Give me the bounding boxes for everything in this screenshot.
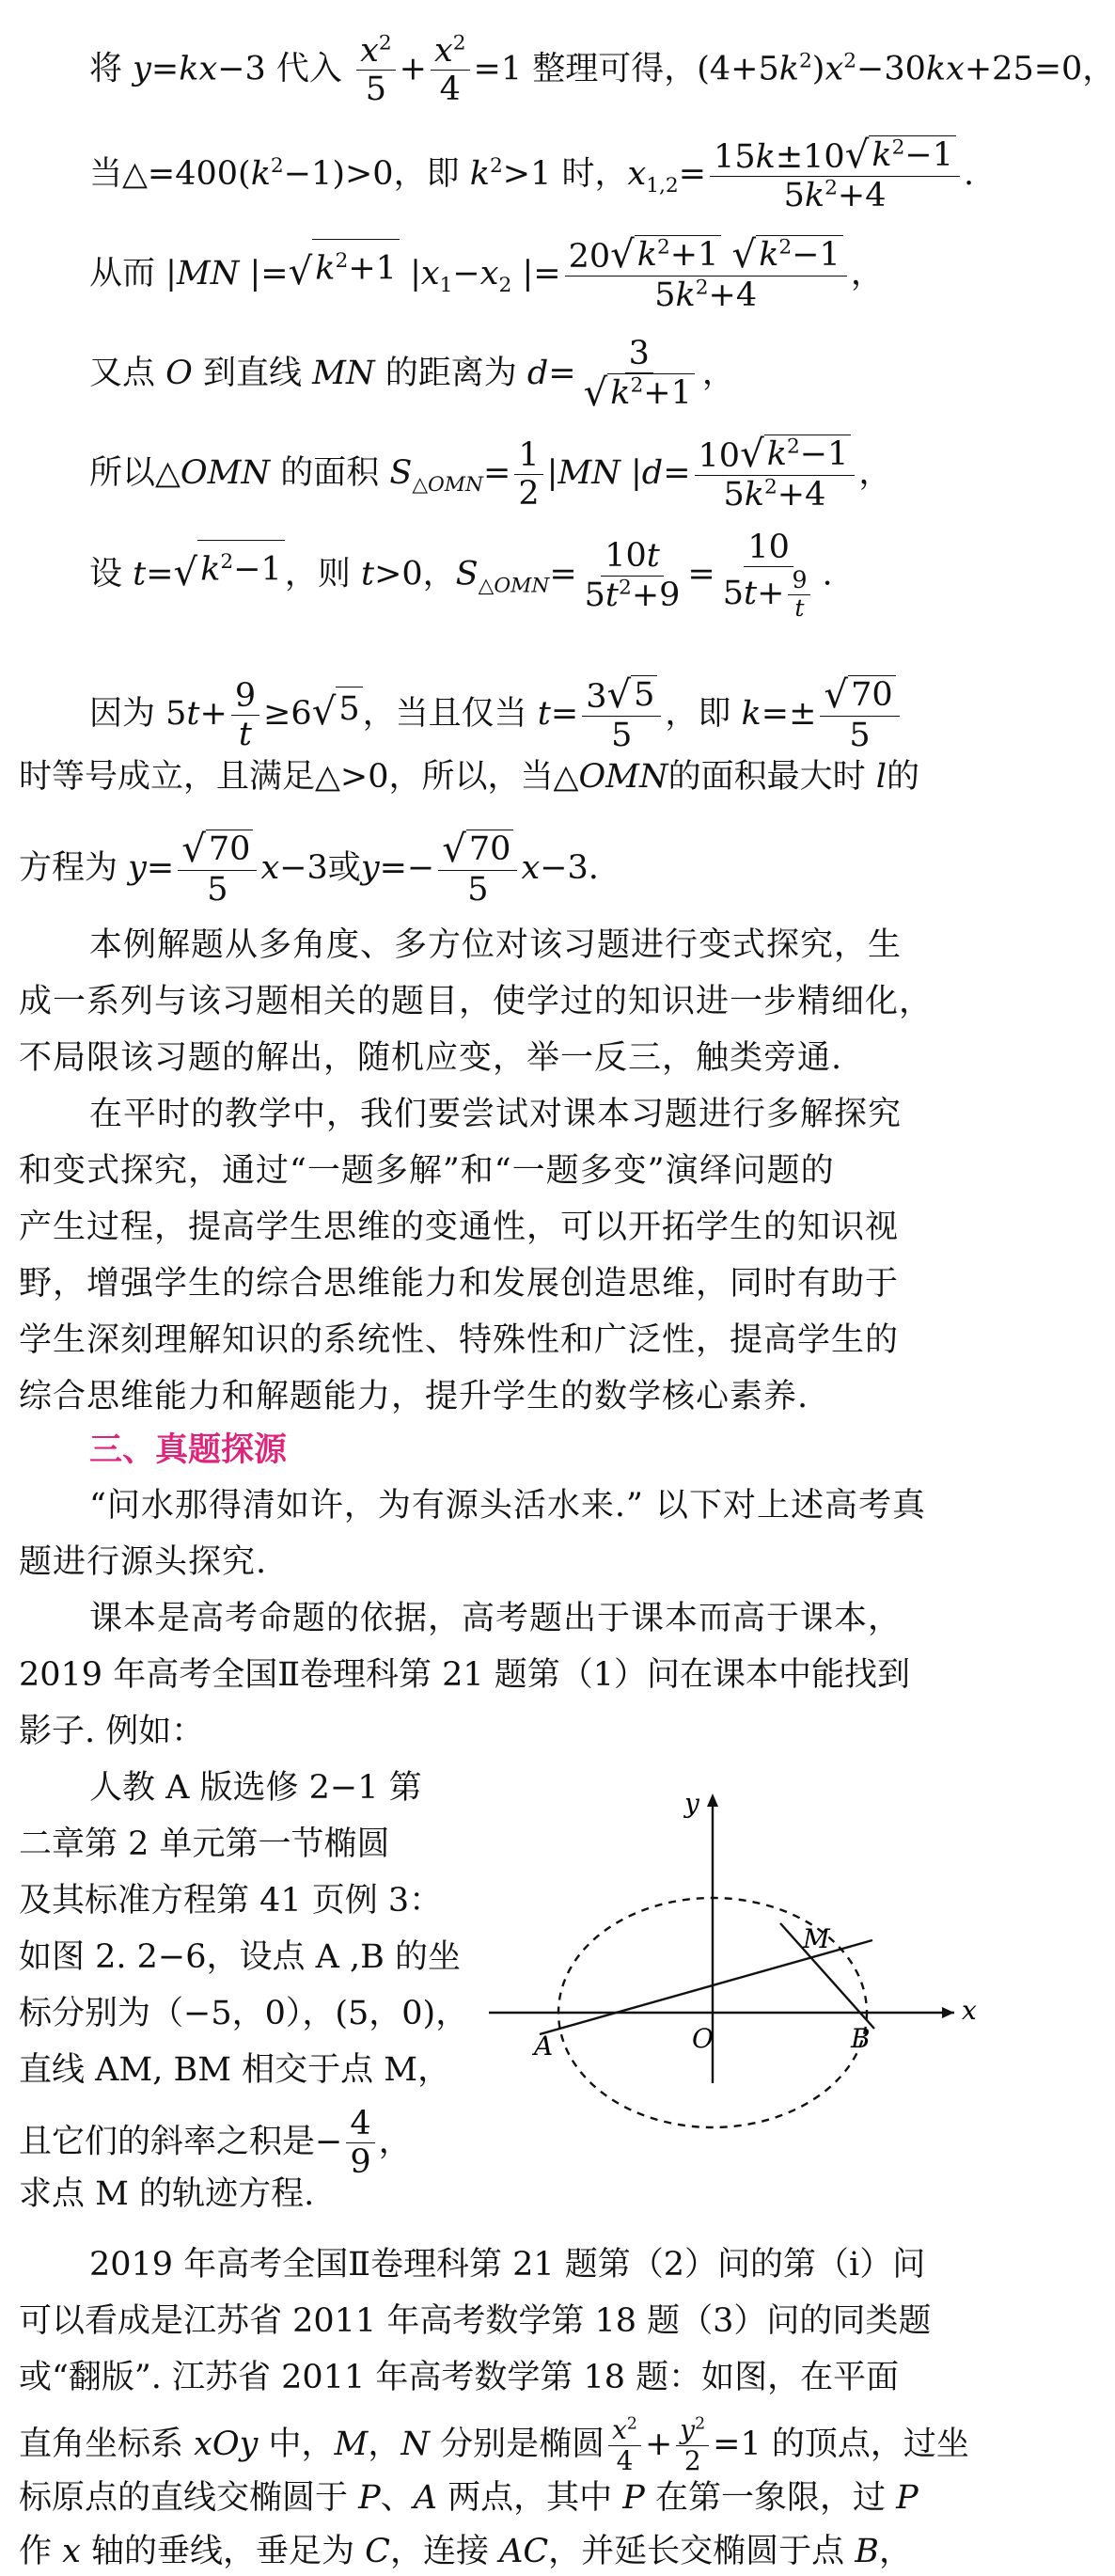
section-heading: 三、真题探源 [89, 1430, 288, 1469]
text-line: 题进行源头探究. [19, 1543, 268, 1581]
text-line: 产生过程，提高学生思维的变通性，可以开拓学生的知识视 [19, 1209, 900, 1246]
text-line: 当$\triangle=400(k^2-1)>0$，即 $k^2>1$ 时，$x_{1,2}=$ 15k±10 √ $k^2-1$ $5k^2+4$ . [89, 134, 975, 215]
text-line: 将 y=kx−3 代入 $\frac{x^2}{5}$ + $\frac{x^2}{4}$ =1 整理可得，$(4+5k^2)x^2-30kx+25=0$， [89, 31, 1115, 109]
text-line: 作 x 轴的垂线，垂足为 C，连接 AC，并延长交椭圆于点 B， [19, 2533, 913, 2570]
text-line: 从而 |MN |= √ $k^2+1$ $|x_1-x_2$ |= 20 √ $k^2+1$ √ $k^2-1$ $5k^2+4$ ， [89, 233, 884, 315]
text-line: 学生深刻理解知识的系统性、特殊性和广泛性，提高学生的 [19, 1321, 900, 1359]
ellipse-figure [479, 1782, 978, 2093]
y-axis-arrow [707, 1794, 718, 1807]
text-line: 野，增强学生的综合思维能力和发展创造思维，同时有助于 [19, 1265, 900, 1303]
text-line: 和变式探究，通过“一题多解”和“一题多变”演绎问题的 [19, 1152, 835, 1190]
text-line: 因为 5t+ $\frac{9}{t}$ ≥6 √ 5 ，当且仅当 t= 3 √ 5 5 ，即 k=± √ 70 5 [0, 675, 986, 755]
text-line: 如图 2. 2−6，设点 A ,B 的坐 [19, 1938, 462, 1976]
text-line: 及其标准方程第 41 页例 3： [19, 1882, 443, 1920]
text-line: 成一系列与该习题相关的题目，使学过的知识进一步精细化， [19, 983, 934, 1020]
text-line: 本例解题从多角度、多方位对该习题进行变式探究，生 [89, 926, 903, 964]
text-line: 直角坐标系 xOy 中，M，N 分别是椭圆 $\frac{x^2}{4}$ + $\frac{y^2}{2}$ =1 的顶点，过坐 [19, 2414, 969, 2477]
point-b-label: B [851, 2023, 871, 2054]
y-axis-label: y [684, 1788, 699, 1819]
text-line: 标原点的直线交椭圆于 P、A 两点，其中 P 在第一象限，过 P [19, 2479, 919, 2517]
text-line: 影子. 例如： [19, 1713, 205, 1750]
text-line: 标分别为（−5，0），(5，0)， [19, 1995, 469, 2032]
text-line: 2019 年高考全国Ⅱ卷理科第 21 题第（2）问的第（i）问 [89, 2246, 926, 2284]
text-line: 在平时的教学中，我们要尝试对课本习题进行多解探究 [89, 1096, 903, 1133]
text-line: 又点 O 到直线 MN 的距离为 d= 3 √ $k^2+1$ ， [89, 335, 735, 416]
x-axis-label: x [962, 1995, 977, 2026]
text-line: 方程为 y= √ 70 5 x−3或y=− √ 70 5 x−3. [19, 828, 599, 909]
text-line: “问水那得清如许，为有源头活水来.” 以下对上述高考真 [89, 1487, 927, 1525]
text-line: 二章第 2 单元第一节椭圆 [19, 1825, 390, 1863]
text-line: 所以△OMN 的面积 $S_{\triangle OMN}=$ $\frac{1}{2}$ |MN |d= 10 √ $k^2-1$ $5k^2+4$ ， [89, 433, 892, 514]
text-line: 可以看成是江苏省 2011 年高考数学第 18 题（3）问的同类题 [19, 2302, 932, 2340]
point-m-label: M [803, 1923, 830, 1954]
text-line: 直线 AM, BM 相交于点 M， [19, 2051, 451, 2089]
origin-label: O [692, 2023, 714, 2054]
text-line: 时等号成立，且满足△>0，所以，当△OMN的面积最大时 l的 [19, 758, 919, 796]
text-line: 综合思维能力和解题能力，提升学生的数学核心素养. [19, 1378, 809, 1415]
point-a-label: A [534, 2031, 554, 2062]
text-line: 或“翻版”. 江苏省 2011 年高考数学第 18 题：如图，在平面 [19, 2359, 900, 2396]
line-am [540, 1940, 872, 2034]
text-line: 求点 M 的轨迹方程. [19, 2175, 315, 2213]
text-line: 人教 A 版选修 2−1 第 [89, 1769, 422, 1807]
text-line: 课本是高考命题的依据，高考题出于课本而高于课本， [89, 1600, 903, 1637]
text-line: 不局限该习题的解出，随机应变，举一反三，触类旁通. [19, 1039, 843, 1077]
text-line: 且它们的斜率之积是− $\frac{4}{9}$ ， [19, 2105, 412, 2182]
x-axis-arrow [942, 2007, 954, 2018]
text-line: 设 t= √ $k^2-1$ ，则 t>0，$S_{\triangle OMN}=$ $\frac{10t}{5t^2+9}$ = 10 5t+ $\frac{9}{t}$ . [89, 529, 833, 623]
text-line: 2019 年高考全国Ⅱ卷理科第 21 题第（1）问在课本中能找到 [19, 1656, 911, 1694]
